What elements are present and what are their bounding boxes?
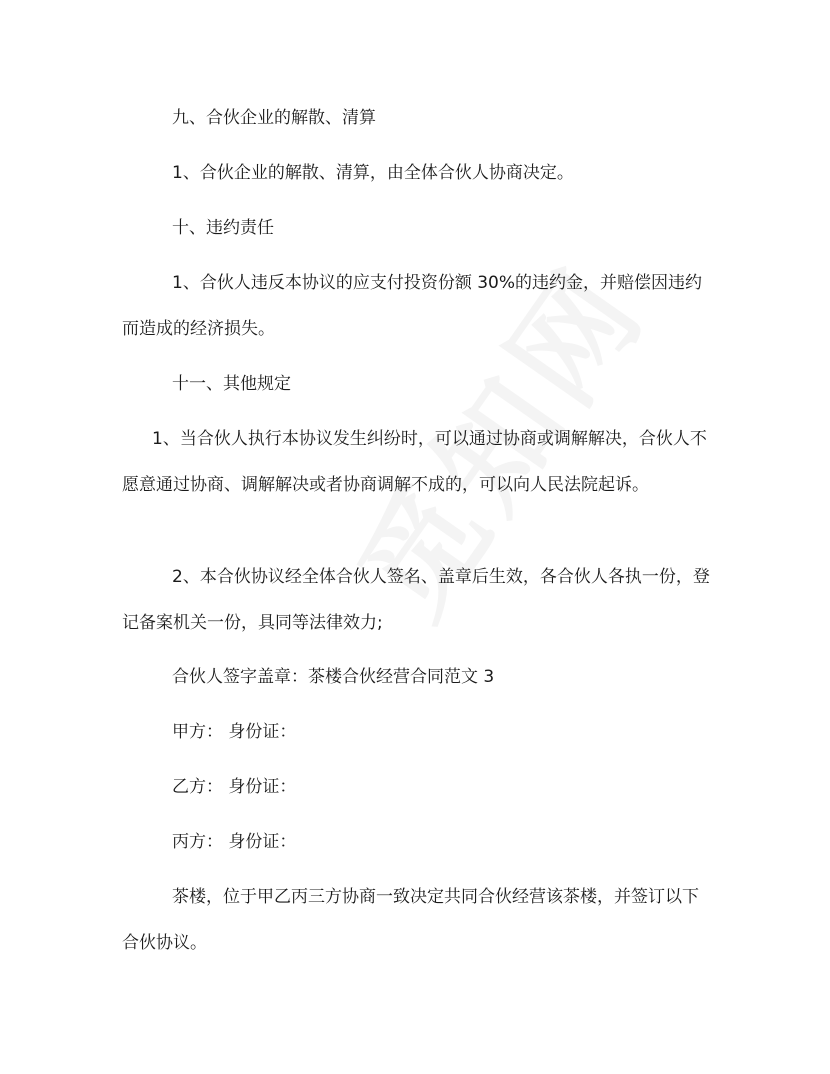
party-c-line: 丙方： 身份证： — [172, 832, 297, 852]
section-heading-other: 十一、其他规定 — [172, 374, 291, 394]
clause-dissolution-1: 1、合伙企业的解散、清算，由全体合伙人协商决定。 — [172, 163, 574, 183]
signature-line: 合伙人签字盖章：茶楼合伙经营合同范文 3 — [172, 667, 495, 687]
section-heading-dissolution: 九、合伙企业的解散、清算 — [172, 108, 376, 128]
clause-other-1: 1、当合伙人执行本协议发生纠纷时，可以通过协商或调解解决，合伙人不愿意通过协商、调解解决或者协商调解不成的，可以向人民法院起诉。 — [122, 429, 707, 495]
party-b-line: 乙方： 身份证： — [172, 777, 297, 797]
party-a-line: 甲方： 身份证： — [172, 722, 297, 742]
clause-other-2: 2、本合伙协议经全体合伙人签名、盖章后生效，各合伙人各执一份，登记备案机关一份，具同等法律效力; — [122, 567, 710, 633]
intro-paragraph: 茶楼，位于甲乙丙三方协商一致决定共同合伙经营该茶楼，并签订以下合伙协议。 — [122, 887, 699, 953]
clause-breach-1: 1、合伙人违反本协议的应支付投资份额 30%的违约金，并赔偿因违约而造成的经济损失。 — [122, 273, 703, 339]
section-heading-breach: 十、违约责任 — [172, 218, 274, 238]
